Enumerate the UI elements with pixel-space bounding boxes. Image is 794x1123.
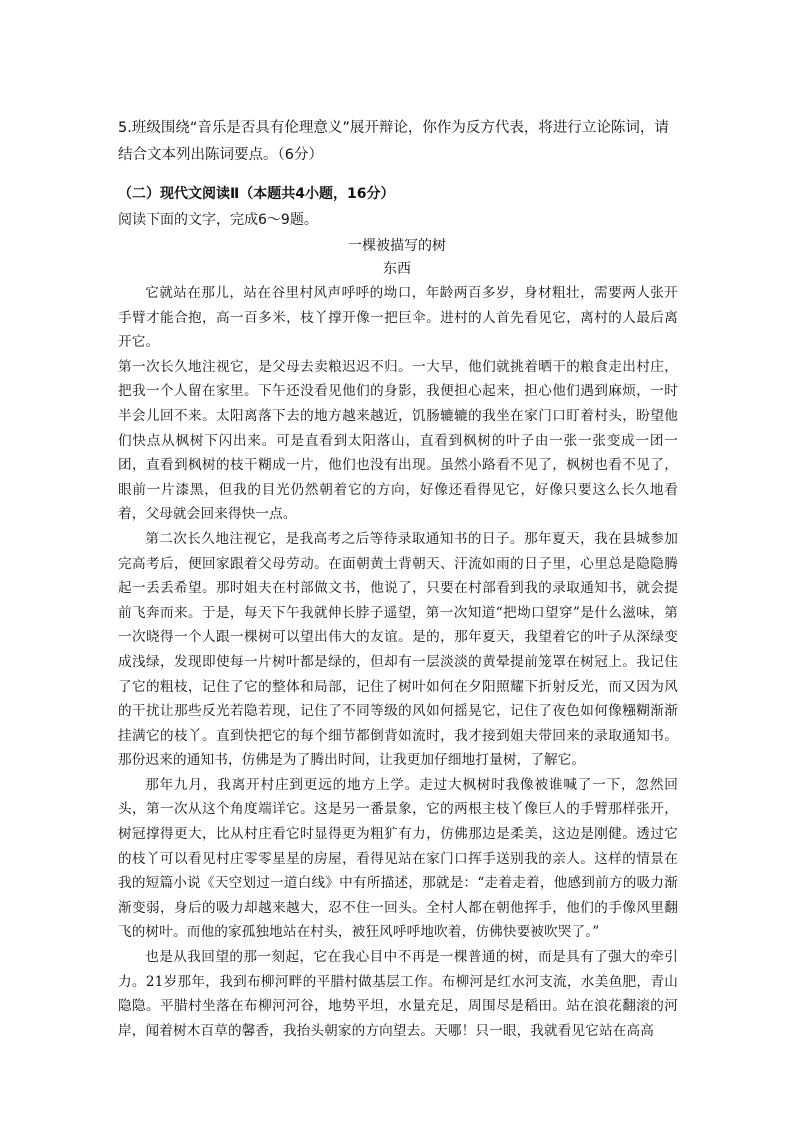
- article-author: 东西: [383, 261, 411, 277]
- article-paragraph: 第一次长久地注视它，是父母去卖粮迟迟不归。一大早，他们就挑着晒干的粮食走出村庄，把我一个人留在家里。下午还没看见他们的身影，我便担心起来，担心他们遇到麻烦，一时半会儿回不来。太阳离落下去的地方越来越近，饥肠辘辘的我坐在家门口盯着村头，盼望他们快点从枫树下闪出来。可是直看到太阳落山，直看到枫树的叶子由一张一张变成一团一团，直看到枫树的枝干糊成一片，他们也没有出现。虽然小路看不见了，枫树也看不见了，眼前一片漆黑，但我的目光仍然朝着它的方向，好像还看得见它，好像只要这么长久地看着，父母就会回来得快一点。: [118, 358, 678, 523]
- article-paragraph: 它就站在那儿，站在谷里村风声呼呼的坳口，年龄两百多岁，身材粗壮，需要两人张开手臂才能合抱，高一百多米，枝丫撑开像一把巨伞。进村的人首先看见它，离村的人最后离开它。: [118, 285, 678, 351]
- article-paragraph: 那年九月，我离开村庄到更远的地方上学。走过大枫树时我像被谁喊了一下，忽然回头，第一次从这个角度端详它。这是另一番景象，它的两根主枝丫像巨人的手臂那样张开，树冠撑得更大，比从村庄看它时显得更为粗犷有力，仿佛那边是柔美，这边是刚健。透过它的枝丫可以看见村庄零零星星的房屋，看得见站在家门口挥手送别我的亲人。这样的情景在我的短篇小说《天空划过一道白线》中有所描述，那就是：“走着走着，他感到前方的吸力渐渐变弱，身后的吸力却越来越大，忍不住一回头。全村人都在朝他挥手，他们的手像风里翻飞的树叶。而他的家孤独地站在村头，被狂风呼呼地吹着，仿佛快要被吹哭了。”: [118, 776, 678, 941]
- section-heading: （二）现代文阅读Ⅱ（本题共4小题，16分）: [118, 186, 395, 202]
- article-paragraph: 第二次长久地注视它，是我高考之后等待录取通知书的日子。那年夏天，我在县城参加完高考后，便回家跟着父母劳动。在面朝黄土背朝天、汗流如雨的日子里，心里总是隐隐腾起一丢丢希望。那时姐夫在村部做文书，他说了，只要在村部看到我的录取通知书，就会提前飞奔而来。于是，每天下午我就伸长脖子遥望，第一次知道“把坳口望穿”是什么滋味，第一次晓得一个人跟一棵树可以望出伟大的友谊。是的，那年夏天，我望着它的叶子从深绿变成浅绿，发现即使每一片树叶都是绿的，但却有一层淡淡的黄晕提前笼罩在树冠上。我记住了它的粗枝，记住了它的整体和局部，记住了树叶如何在夕阳照耀下折射反光，而又因为风的干扰让那些反光若隐若现，记住了不同等级的风如何摇晃它，记住了夜色如何像糨糊渐渐挂满它的枝丫。直到快把它的每个细节都倒背如流时，我才接到姐夫带回来的录取通知书。那份迟来的通知书，仿佛是为了腾出时间，让我更加仔细地打量树，了解它。: [118, 530, 678, 769]
- article-body: [118, 281, 678, 1043]
- question-5: 5.班级围绕“音乐是否具有伦理意义”展开辩论，你作为反方代表，将进行立论陈词，请结合文本列出陈词要点。（6分）: [118, 120, 669, 163]
- reading-instruction: 阅读下面的文字，完成6～9题。: [118, 212, 318, 228]
- article-title: 一棵被描写的树: [348, 238, 446, 254]
- article-paragraph: 也是从我回望的那一刻起，它在我心目中不再是一棵普通的树，而是具有了强大的牵引力。21岁那年，我到布柳河畔的平腊村做基层工作。布柳河是红水河支流，水美鱼肥，青山隐隐。平腊村坐落在布柳河河谷，地势平坦，水量充足，周围尽是稻田。站在浪花翻滚的河岸，闻着树木百草的馨香，我抬头朝家的方向望去。天哪！只一眼，我就看见它站在高高: [118, 949, 678, 1039]
